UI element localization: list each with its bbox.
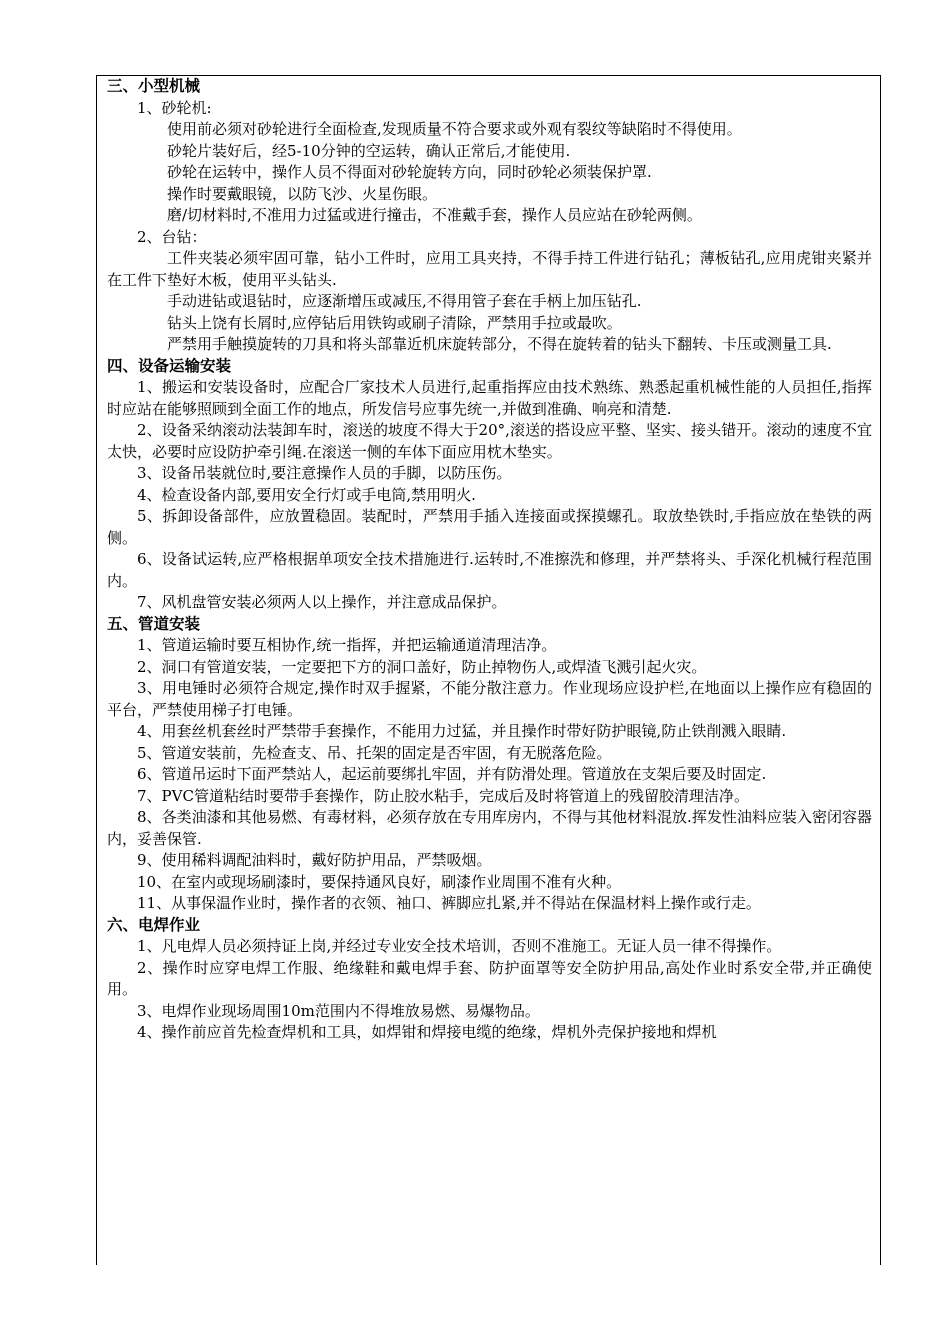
numbered-item: 10、在室内或现场刷漆时，要保持通风良好，刷漆作业周围不准有火种。 [137,872,622,891]
numbered-item: 7、风机盘管安装必须两人以上操作，并注意成品保护。 [137,593,507,611]
paragraph: 磨/切材料时,不准用力过猛或进行撞击，不准戴手套，操作人员应站在砂轮两侧。 [167,206,702,224]
section-heading: 三、小型机械 [107,77,201,95]
numbered-item: 5、拆卸设备部件，应放置稳固。装配时，严禁用手插入连接面或探摸螺孔。取放垫铁时,手指应放在垫铁的两侧。 [107,507,872,547]
numbered-item: 3、电焊作业现场周围10m范围内不得堆放易燃、易爆物品。 [137,1001,540,1020]
numbered-item: 8、各类油漆和其他易燃、有毒材料，必须存放在专用库房内，不得与其他材料混放.挥发性油料应装入密闭容器内，妥善保管. [107,808,872,848]
numbered-item: 1、砂轮机: [137,98,212,117]
document-frame [96,75,881,1265]
numbered-item: 3、用电锤时必须符合规定,操作时双手握紧，不能分散注意力。作业现场应设护栏,在地面以上操作应有稳固的平台，严禁使用梯子打电锤。 [107,679,872,719]
numbered-item: 2、操作时应穿电焊工作服、绝缘鞋和戴电焊手套、防护面罩等安全防护用品,高处作业时系安全带,并正确使用。 [107,958,872,998]
section-heading: 五、管道安装 [107,614,201,633]
paragraph: 手动进钻或退钻时，应逐渐增压或减压,不得用管子套在手柄上加压钻孔. [167,292,642,310]
numbered-item: 4、检查设备内部,要用安全行灯或手电筒,禁用明火. [137,485,476,504]
numbered-item: 5、管道安装前，先检查支、吊、托架的固定是否牢固，有无脱落危险。 [137,743,612,762]
numbered-item: 7、PVC管道粘结时要带手套操作，防止胶水粘手，完成后及时将管道上的残留胶清理洁净。 [137,786,749,805]
paragraph: 工件夹装必须牢固可靠，钻小工件时，应用工具夹持，不得手持工件进行钻孔；薄板钻孔,应用虎钳夹紧并在工件下垫好木板，使用平头钻头. [107,249,872,289]
numbered-item: 2、台钻： [137,227,207,246]
numbered-item: 1、搬运和安装设备时，应配合厂家技术人员进行,起重指挥应由技术熟练、熟悉起重机械性能的人员担任,指挥时应站在能够照顾到全面工作的地点，所发信号应事先统一,并做到准确、响亮和清楚. [107,378,872,418]
paragraph: 钻头上饶有长屑时,应停钻后用铁钩或刷子清除，严禁用手拉或最吹。 [167,313,622,332]
paragraph: 砂轮在运转中，操作人员不得面对砂轮旋转方向，同时砂轮必须装保护罩. [167,163,652,181]
numbered-item: 1、管道运输时要互相协作,统一指挥，并把运输通道清理洁净。 [137,636,557,654]
numbered-item: 3、设备吊装就位时,要注意操作人员的手脚，以防压伤。 [137,464,512,482]
numbered-item: 4、用套丝机套丝时严禁带手套操作，不能用力过猛，并且操作时带好防护眼镜,防止铁削溅入眼睛. [137,722,787,740]
numbered-item: 2、设备采纳滚动法装卸车时，滚送的坡度不得大于20°,滚送的搭设应平整、坚实、接头错开。滚动的速度不宜太快，必要时应设防护牵引绳.在滚送一侧的车体下面应用枕木垫实。 [107,421,872,461]
numbered-item: 9、使用稀料调配油料时，戴好防护用品，严禁吸烟。 [137,851,492,869]
numbered-item: 4、操作前应首先检查焊机和工具，如焊钳和焊接电缆的绝缘，焊机外壳保护接地和焊机 [137,1023,717,1041]
numbered-item: 1、凡电焊人员必须持证上岗,并经过专业安全技术培训，否则不准施工。无证人员一律不得操作。 [137,937,782,955]
numbered-item: 6、管道吊运时下面严禁站人，起运前要绑扎牢固，并有防滑处理。管道放在支架后要及时固定. [137,765,767,783]
paragraph: 使用前必须对砂轮进行全面检查,发现质量不符合要求或外观有裂纹等缺陷时不得使用。 [167,120,742,138]
numbered-item: 2、洞口有管道安装，一定要把下方的洞口盖好，防止掉物伤人,或焊渣飞溅引起火灾。 [137,657,707,676]
paragraph: 严禁用手触摸旋转的刀具和将头部靠近机床旋转部分，不得在旋转着的钻头下翻转、卡压或测量工具. [167,335,832,353]
paragraph: 操作时要戴眼镜，以防飞沙、火星伤眼。 [167,184,438,203]
document-body [97,76,880,1044]
paragraph: 砂轮片装好后，经5-10分钟的空运转，确认正常后,才能使用. [167,141,571,160]
numbered-item: 11、从事保温作业时，操作者的衣领、袖口、裤脚应扎紧,并不得站在保温材料上操作或行走。 [137,894,761,912]
section-heading: 六、电焊作业 [107,915,201,934]
numbered-item: 6、设备试运转,应严格根据单项安全技术措施进行.运转时,不准擦洗和修理，并严禁将头、手深化机械行程范围内。 [107,550,872,590]
section-heading: 四、设备运输安装 [107,356,232,375]
